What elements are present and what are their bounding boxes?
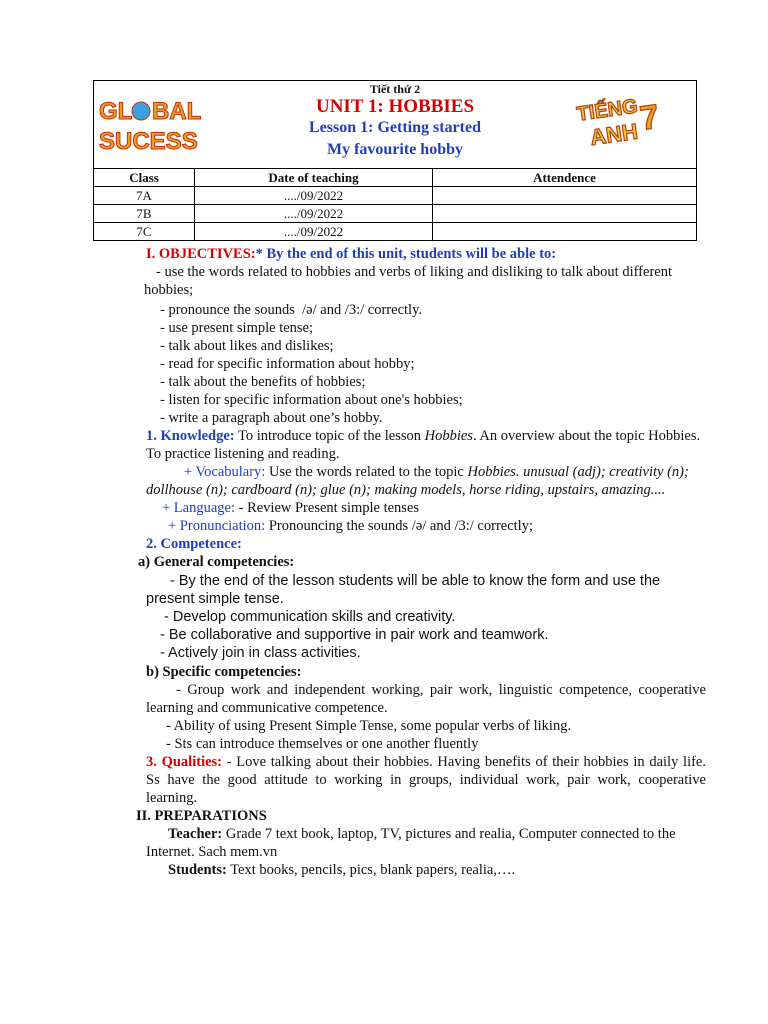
knowledge-text: To introduce topic of the lesson <box>234 428 425 444</box>
lesson-content <box>136 245 710 879</box>
vocabulary-text: Use the words related to the topic <box>265 464 468 480</box>
knowledge-paragraph <box>146 427 706 463</box>
table-row <box>94 187 697 205</box>
competence-heading: 2. Competence: <box>146 536 242 552</box>
objectives-intro: * By the end of this unit, students will be able to: <box>255 246 557 262</box>
header-banner <box>94 81 697 169</box>
students-label: Students: <box>168 862 227 878</box>
knowledge-topic: Hobbies <box>424 428 473 444</box>
qualities-paragraph <box>146 753 710 807</box>
pronunciation-label: + Pronunciation: <box>168 518 266 534</box>
table-row <box>94 223 697 241</box>
tieng-anh-7-logo <box>574 89 664 149</box>
class-cell: 7C <box>94 223 195 241</box>
svg-text:GL: GL <box>99 98 133 125</box>
language-text: - Review Present simple tenses <box>235 500 420 516</box>
svg-text:ANH: ANH <box>588 118 640 151</box>
col-class-header: Class <box>94 169 195 187</box>
objectives-heading: I. OBJECTIVES: <box>146 246 256 262</box>
preparations-heading: II. PREPARATIONS <box>136 808 267 824</box>
date-cell: ..../09/2022 <box>195 205 433 223</box>
objectives-heading-line <box>146 245 706 263</box>
table-row <box>94 205 697 223</box>
objective-item: - use the words related to hobbies and verbs of liking and disliking to talk about different hobbies; <box>144 264 676 298</box>
vocabulary-paragraph <box>146 463 706 499</box>
attendance-cell <box>433 187 697 205</box>
vocabulary-label: + Vocabulary: <box>184 464 266 480</box>
pronunciation-text: Pronouncing the sounds /ə/ and /3:/ correctly; <box>265 518 533 534</box>
qualities-label: 3. Qualities: <box>146 754 223 770</box>
general-competency-item: - Be collaborative and supportive in pair work and teamwork. <box>160 627 549 643</box>
pronunciation-line <box>168 517 706 535</box>
objective-item: - write a paragraph about one’s hobby. <box>160 410 383 426</box>
objective-item: - use present simple tense; <box>160 320 314 336</box>
objective-item: - talk about the benefits of hobbies; <box>160 374 366 390</box>
svg-text:BAL: BAL <box>152 98 202 125</box>
lesson-header-table <box>93 80 697 241</box>
attendance-cell <box>433 205 697 223</box>
svg-text:7: 7 <box>637 97 662 138</box>
objective-item: - read for specific information about hobby; <box>160 356 415 372</box>
students-text: Text books, pencils, pics, blank papers, realia,…. <box>226 862 516 878</box>
knowledge-text-b: . An overview about the topic Hobbies. To practice listening and reading. <box>146 428 704 462</box>
general-competencies-heading: a) General competencies: <box>138 554 295 570</box>
topic-title: My favourite hobby <box>327 141 463 158</box>
students-preparation <box>168 861 706 879</box>
period-label: Tiết thứ 2 <box>369 82 421 96</box>
general-competency-item: - By the end of the lesson students will be able to know the form and use the present simple tense. <box>146 573 665 607</box>
vocabulary-words: Hobbies. unusual (adj); creativity (n); dollhouse (n); cardboard (n); glue (n); making models, horse riding, upstairs, amazing.... <box>146 464 693 498</box>
attendance-cell <box>433 223 697 241</box>
specific-competency-item: - Sts can introduce themselves or one another fluently <box>166 736 479 752</box>
specific-competency-item: - Group work and independent working, pair work, linguistic competence, cooperative learning and communicative competence. <box>146 682 710 716</box>
unit-title: UNIT 1: HOBBIES <box>315 96 475 117</box>
class-cell: 7A <box>94 187 195 205</box>
specific-competency-item: - Ability of using Present Simple Tense, some popular verbs of liking. <box>166 718 572 734</box>
general-competency-item: - Actively join in class activities. <box>160 645 361 661</box>
date-cell: ..../09/2022 <box>195 223 433 241</box>
teacher-preparation <box>146 825 706 861</box>
objective-item: - pronounce the sounds /ə/ and /3:/ correctly. <box>160 302 422 318</box>
class-cell: 7B <box>94 205 195 223</box>
teacher-label: Teacher: <box>168 826 223 842</box>
specific-competencies-heading: b) Specific competencies: <box>146 664 302 680</box>
general-competency-item: - Develop communication skills and creativity. <box>164 609 456 625</box>
language-label: + Language: <box>162 500 235 516</box>
objective-item: - talk about likes and dislikes; <box>160 338 334 354</box>
knowledge-label: 1. Knowledge: <box>146 428 235 444</box>
objective-item: - listen for specific information about one's hobbies; <box>160 392 463 408</box>
teacher-text: Grade 7 text book, laptop, TV, pictures and realia, Computer connected to the Internet. Sach mem.vn <box>146 826 680 860</box>
col-date-header: Date of teaching <box>195 169 433 187</box>
language-line <box>162 499 706 517</box>
lesson-title: Lesson 1: Getting started <box>309 119 481 136</box>
svg-text:SUCESS: SUCESS <box>99 128 198 155</box>
qualities-text: - Love talking about their hobbies. Having benefits of their hobbies in daily life. Ss have the good attitude to working in groups, individual work, pair work, cooperative learning. <box>146 754 710 806</box>
svg-text:TIẾNG: TIẾNG <box>575 95 640 126</box>
date-cell: ..../09/2022 <box>195 187 433 205</box>
col-attendance-header: Attendence <box>433 169 697 187</box>
